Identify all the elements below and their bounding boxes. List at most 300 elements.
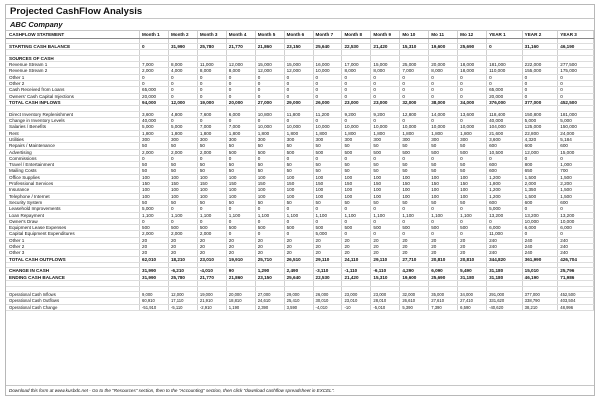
value-cell[interactable]: 50 [140,162,169,168]
value-cell[interactable]: 94,000 [140,99,169,105]
value-cell[interactable]: 100 [400,174,429,180]
header-cell[interactable]: Month 4 [226,31,255,38]
value-cell[interactable]: 1,190 [226,304,255,310]
value-cell[interactable]: 0 [342,118,371,124]
value-cell[interactable]: 90 [226,268,255,274]
value-cell[interactable]: 13,200 [558,212,594,218]
value-cell[interactable]: 20 [226,250,255,256]
value-cell[interactable]: 338,790 [522,298,558,304]
value-cell[interactable]: -5,110 [168,304,197,310]
value-cell[interactable]: 25,796 [558,268,594,274]
value-cell[interactable]: 0 [558,93,594,99]
value-cell[interactable]: 25,780 [168,274,197,280]
row-label-cell[interactable]: TOTAL CASH INFLOWS [6,99,140,105]
header-cell[interactable]: Month 9 [371,31,400,38]
value-cell[interactable]: 0 [371,81,400,87]
value-cell[interactable]: 377,000 [522,292,558,298]
value-cell[interactable]: 50 [342,143,371,149]
value-cell[interactable]: 50 [197,199,226,205]
value-cell[interactable]: 20 [255,237,284,243]
value-cell[interactable]: 0 [342,155,371,161]
value-cell[interactable]: 31,990 [140,268,169,274]
value-cell[interactable]: 600 [522,143,558,149]
value-cell[interactable]: 10,800 [255,111,284,117]
value-cell[interactable]: 500 [197,225,226,231]
value-cell[interactable]: -3,110 [313,268,342,274]
value-cell[interactable]: 50 [458,168,487,174]
value-cell[interactable]: 150 [255,181,284,187]
value-cell[interactable]: 20 [140,244,169,250]
value-cell[interactable]: 100 [197,193,226,199]
value-cell[interactable]: 1,100 [400,212,429,218]
value-cell[interactable]: 0 [197,155,226,161]
value-cell[interactable]: 0 [400,118,429,124]
value-cell[interactable]: 20 [400,250,429,256]
value-cell[interactable]: 0 [429,231,458,237]
value-cell[interactable]: 9,200 [371,111,400,117]
value-cell[interactable]: 0 [255,81,284,87]
value-cell[interactable]: 20,000 [487,93,523,99]
value-cell[interactable]: 29,000 [284,99,313,105]
value-cell[interactable]: 15,000 [255,62,284,68]
value-cell[interactable]: 25,640 [313,44,342,50]
value-cell[interactable]: 100 [255,187,284,193]
value-cell[interactable]: 0 [342,206,371,212]
value-cell[interactable]: 20 [197,250,226,256]
value-cell[interactable]: 1,800 [487,181,523,187]
value-cell[interactable]: 100 [342,193,371,199]
value-cell[interactable]: 0 [226,218,255,224]
value-cell[interactable]: 800 [522,162,558,168]
value-cell[interactable]: 20,810 [458,256,487,262]
value-cell[interactable]: 500 [313,225,342,231]
value-cell[interactable]: 222,000 [522,62,558,68]
value-cell[interactable]: 23,000 [342,292,371,298]
value-cell[interactable]: 500 [458,149,487,155]
value-cell[interactable]: 20 [429,237,458,243]
value-cell[interactable]: 31,180 [458,274,487,280]
value-cell[interactable]: 300 [226,137,255,143]
row-label-cell[interactable]: Mailing Costs [6,168,140,174]
value-cell[interactable]: 0 [284,93,313,99]
value-cell[interactable]: 0 [313,87,342,93]
value-cell[interactable]: 600 [558,143,594,149]
value-cell[interactable]: 35,000 [429,292,458,298]
row-label-cell[interactable]: Professional Services [6,181,140,187]
value-cell[interactable]: 38,000 [429,99,458,105]
value-cell[interactable]: 46,190 [522,274,558,280]
value-cell[interactable]: 0 [140,74,169,80]
value-cell[interactable]: 300 [400,137,429,143]
value-cell[interactable]: 0 [371,93,400,99]
value-cell[interactable]: 1,800 [168,130,197,136]
value-cell[interactable]: 10,000 [342,124,371,130]
value-cell[interactable]: 0 [168,118,197,124]
value-cell[interactable]: 1,800 [313,130,342,136]
value-cell[interactable]: 240 [487,250,523,256]
value-cell[interactable]: 300 [284,137,313,143]
value-cell[interactable]: 0 [458,231,487,237]
value-cell[interactable]: 100 [400,187,429,193]
value-cell[interactable]: 20 [429,250,458,256]
value-cell[interactable]: 10,000 [400,124,429,130]
value-cell[interactable]: 10,000 [255,124,284,130]
value-cell[interactable]: 20 [313,237,342,243]
value-cell[interactable]: 50 [400,162,429,168]
value-cell[interactable]: 0 [226,155,255,161]
value-cell[interactable]: 0 [522,155,558,161]
value-cell[interactable]: 0 [226,231,255,237]
row-label-cell[interactable]: Loan Repayment [6,212,140,218]
value-cell[interactable]: 0 [140,81,169,87]
value-cell[interactable]: 19,000 [197,99,226,105]
value-cell[interactable]: 2,490 [284,268,313,274]
value-cell[interactable]: 125,000 [522,124,558,130]
value-cell[interactable]: 1,800 [458,130,487,136]
value-cell[interactable]: 20 [342,237,371,243]
value-cell[interactable]: 50 [226,168,255,174]
value-cell[interactable]: 100 [140,187,169,193]
value-cell[interactable]: 100 [255,174,284,180]
header-cell[interactable]: Month 6 [284,31,313,38]
value-cell[interactable]: 20 [168,244,197,250]
value-cell[interactable]: 17,110 [168,298,197,304]
row-label-cell[interactable]: Cash Received from Loans [6,87,140,93]
value-cell[interactable]: 0 [558,87,594,93]
value-cell[interactable]: 0 [371,231,400,237]
row-label-cell[interactable]: Security System [6,199,140,205]
value-cell[interactable]: 20,000 [429,62,458,68]
value-cell[interactable]: 7,600 [197,111,226,117]
header-cell[interactable]: CASHFLOW STATEMENT [6,31,140,38]
value-cell[interactable]: 100 [313,187,342,193]
value-cell[interactable]: 50 [284,199,313,205]
value-cell[interactable]: 0 [558,206,594,212]
value-cell[interactable]: 0 [226,206,255,212]
value-cell[interactable]: 0 [284,74,313,80]
value-cell[interactable]: 300 [458,137,487,143]
row-label-cell[interactable]: Owner's Draw [6,218,140,224]
value-cell[interactable]: 11,000 [197,62,226,68]
value-cell[interactable]: 50 [371,143,400,149]
value-cell[interactable]: 100 [140,174,169,180]
value-cell[interactable]: 31,160 [522,44,558,50]
value-cell[interactable]: 12,800 [400,111,429,117]
value-cell[interactable]: 3,600 [487,137,523,143]
value-cell[interactable]: 300 [255,137,284,143]
value-cell[interactable]: 25,690 [458,44,487,50]
value-cell[interactable]: 13,200 [487,212,523,218]
value-cell[interactable]: 0 [140,218,169,224]
value-cell[interactable]: 0 [458,87,487,93]
value-cell[interactable]: 4,000 [168,68,197,74]
value-cell[interactable]: 50 [400,168,429,174]
value-cell[interactable]: 23,000 [371,99,400,105]
value-cell[interactable]: 8,000 [168,62,197,68]
value-cell[interactable]: 20 [168,237,197,243]
value-cell[interactable]: 0 [313,81,342,87]
value-cell[interactable]: 0 [342,87,371,93]
value-cell[interactable]: 7,000 [140,62,169,68]
value-cell[interactable]: 0 [342,218,371,224]
value-cell[interactable]: 0 [522,93,558,99]
value-cell[interactable]: 0 [284,218,313,224]
value-cell[interactable]: 100 [168,193,197,199]
value-cell[interactable]: 10,000 [558,218,594,224]
value-cell[interactable]: 1,100 [313,212,342,218]
value-cell[interactable]: 20 [197,237,226,243]
value-cell[interactable]: 6,000 [558,225,594,231]
value-cell[interactable]: 1,290 [255,268,284,274]
value-cell[interactable]: 10,000 [371,124,400,130]
value-cell[interactable]: 5,000 [140,124,169,130]
value-cell[interactable]: 600 [487,143,523,149]
value-cell[interactable]: 50 [140,168,169,174]
value-cell[interactable]: 13,200 [522,212,558,218]
value-cell[interactable]: 7,000 [226,124,255,130]
value-cell[interactable]: 24,110 [342,256,371,262]
value-cell[interactable]: 0 [458,155,487,161]
value-cell[interactable]: 100 [284,174,313,180]
value-cell[interactable]: 26,510 [284,256,313,262]
row-label-cell[interactable]: Capital Equipment Expenditures [6,231,140,237]
value-cell[interactable]: 150 [226,181,255,187]
value-cell[interactable]: 1,800 [226,130,255,136]
value-cell[interactable]: 0 [168,206,197,212]
value-cell[interactable]: 15,000 [558,149,594,155]
value-cell[interactable]: 22,530 [342,44,371,50]
value-cell[interactable]: 26,000 [313,292,342,298]
value-cell[interactable]: 20 [313,250,342,256]
value-cell[interactable]: 0 [400,93,429,99]
value-cell[interactable]: 12,000 [522,149,558,155]
value-cell[interactable]: 23,150 [255,274,284,280]
value-cell[interactable]: 0 [226,74,255,80]
value-cell[interactable]: 24,000 [558,130,594,136]
value-cell[interactable]: 8,000 [197,68,226,74]
value-cell[interactable]: 50 [255,199,284,205]
value-cell[interactable]: 150 [140,181,169,187]
value-cell[interactable]: 0 [255,87,284,93]
value-cell[interactable]: 100 [371,193,400,199]
value-cell[interactable]: 0 [458,74,487,80]
row-label-cell[interactable]: SOURCES OF CASH [6,55,140,61]
value-cell[interactable]: 20,810 [429,256,458,262]
value-cell[interactable]: 27,610 [429,298,458,304]
value-cell[interactable]: 0 [371,155,400,161]
header-cell[interactable]: YEAR 3 [558,31,594,38]
value-cell[interactable]: 9,000 [140,292,169,298]
value-cell[interactable]: 300 [197,137,226,143]
value-cell[interactable]: 19,600 [400,274,429,280]
value-cell[interactable]: 6,000 [226,111,255,117]
value-cell[interactable]: 50 [458,143,487,149]
value-cell[interactable]: 100 [400,193,429,199]
value-cell[interactable]: 150 [458,181,487,187]
header-cell[interactable]: Month 3 [197,31,226,38]
value-cell[interactable]: 20 [255,250,284,256]
value-cell[interactable]: 0 [558,81,594,87]
value-cell[interactable]: 0 [197,81,226,87]
value-cell[interactable]: 0 [168,81,197,87]
row-label-cell[interactable]: Other 1 [6,74,140,80]
value-cell[interactable]: 10,000 [429,124,458,130]
value-cell[interactable]: 27,710 [400,256,429,262]
value-cell[interactable]: 20 [371,237,400,243]
value-cell[interactable]: 1,100 [342,212,371,218]
value-cell[interactable]: 50 [168,143,197,149]
value-cell[interactable]: 500 [284,225,313,231]
value-cell[interactable]: 0 [255,155,284,161]
value-cell[interactable]: 50 [400,143,429,149]
value-cell[interactable]: 7,000 [197,124,226,130]
value-cell[interactable]: 32,000 [400,99,429,105]
value-cell[interactable]: 0 [400,74,429,80]
value-cell[interactable]: 50 [429,143,458,149]
value-cell[interactable]: 20 [371,244,400,250]
value-cell[interactable]: 14,000 [429,111,458,117]
value-cell[interactable]: 50 [255,168,284,174]
value-cell[interactable]: 100 [458,174,487,180]
value-cell[interactable]: 20 [458,244,487,250]
value-cell[interactable]: 21,910 [197,298,226,304]
value-cell[interactable]: -1,110 [342,268,371,274]
value-cell[interactable]: 38,210 [522,304,558,310]
value-cell[interactable]: 300 [429,137,458,143]
value-cell[interactable]: 100 [255,193,284,199]
value-cell[interactable]: 277,500 [558,62,594,68]
value-cell[interactable]: 377,000 [522,99,558,105]
value-cell[interactable]: 20,000 [226,292,255,298]
value-cell[interactable]: -6,210 [168,268,197,274]
value-cell[interactable]: 0 [371,87,400,93]
value-cell[interactable]: 150 [429,181,458,187]
row-label-cell[interactable]: Direct Inventory Replenishment [6,111,140,117]
row-label-cell[interactable]: Other 2 [6,244,140,250]
value-cell[interactable]: 21,860 [255,44,284,50]
value-cell[interactable]: 29,110 [371,256,400,262]
value-cell[interactable]: 650 [522,168,558,174]
value-cell[interactable]: 50 [313,143,342,149]
value-cell[interactable]: 240 [487,237,523,243]
value-cell[interactable]: 0 [429,81,458,87]
value-cell[interactable]: 8,000 [429,68,458,74]
value-cell[interactable]: 500 [255,149,284,155]
value-cell[interactable]: 500 [429,225,458,231]
value-cell[interactable]: 0 [487,74,523,80]
value-cell[interactable]: 19,000 [197,292,226,298]
value-cell[interactable]: 20 [429,244,458,250]
value-cell[interactable]: 10,000 [313,124,342,130]
value-cell[interactable]: 23,000 [342,99,371,105]
value-cell[interactable]: 5,000 [522,118,558,124]
value-cell[interactable]: 23,150 [284,44,313,50]
value-cell[interactable]: 331,620 [487,298,523,304]
value-cell[interactable]: 6,090 [429,268,458,274]
row-label-cell[interactable]: Owners' Cash Capital Injections [6,93,140,99]
value-cell[interactable]: 0 [226,81,255,87]
value-cell[interactable]: 20 [226,237,255,243]
value-cell[interactable]: 50 [226,162,255,168]
value-cell[interactable]: 600 [558,199,594,205]
value-cell[interactable]: 46,190 [558,44,594,50]
value-cell[interactable]: 0 [400,231,429,237]
value-cell[interactable]: 100 [168,174,197,180]
value-cell[interactable]: 21,860 [226,274,255,280]
value-cell[interactable]: 20 [284,250,313,256]
value-cell[interactable]: 0 [226,87,255,93]
header-cell[interactable]: Month 7 [313,31,342,38]
value-cell[interactable]: 0 [226,93,255,99]
row-label-cell[interactable]: Change in Inventory Levels [6,118,140,124]
value-cell[interactable]: 0 [371,206,400,212]
value-cell[interactable]: 500 [371,225,400,231]
value-cell[interactable]: 20,000 [226,99,255,105]
value-cell[interactable]: 1,100 [458,212,487,218]
value-cell[interactable]: 150,000 [558,124,594,130]
value-cell[interactable]: 100 [313,174,342,180]
value-cell[interactable]: 50 [313,162,342,168]
value-cell[interactable]: 100 [371,174,400,180]
value-cell[interactable]: 426,704 [558,256,594,262]
value-cell[interactable]: 100 [197,174,226,180]
value-cell[interactable]: 50 [197,143,226,149]
value-cell[interactable]: 500 [400,149,429,155]
value-cell[interactable]: 50 [140,143,169,149]
value-cell[interactable]: 0 [255,231,284,237]
value-cell[interactable]: 5,000 [140,206,169,212]
value-cell[interactable]: 500 [371,149,400,155]
value-cell[interactable]: 29,000 [284,292,313,298]
row-label-cell[interactable]: Telephone / Internet [6,193,140,199]
value-cell[interactable]: 28,010 [371,298,400,304]
value-cell[interactable]: 8,000 [371,68,400,74]
value-cell[interactable]: 0 [313,74,342,80]
value-cell[interactable]: 0 [522,206,558,212]
value-cell[interactable]: 2,000 [197,231,226,237]
row-label-cell[interactable]: Other 2 [6,81,140,87]
value-cell[interactable]: 1,350 [522,187,558,193]
value-cell[interactable]: 0 [487,155,523,161]
value-cell[interactable]: 31,990 [140,274,169,280]
value-cell[interactable]: 1,500 [558,193,594,199]
value-cell[interactable]: 50 [284,162,313,168]
value-cell[interactable]: 50 [429,162,458,168]
value-cell[interactable]: 0 [197,87,226,93]
value-cell[interactable]: 20 [226,244,255,250]
value-cell[interactable]: 150 [284,181,313,187]
value-cell[interactable]: 0 [458,206,487,212]
value-cell[interactable]: 12,000 [168,292,197,298]
value-cell[interactable]: 150 [400,181,429,187]
value-cell[interactable]: 0 [429,93,458,99]
value-cell[interactable]: 15,310 [371,274,400,280]
value-cell[interactable]: 100 [226,174,255,180]
value-cell[interactable]: 1,800 [140,130,169,136]
value-cell[interactable]: 0 [400,206,429,212]
value-cell[interactable]: 20 [140,237,169,243]
row-label-cell[interactable]: Insurance [6,187,140,193]
value-cell[interactable]: 240 [558,237,594,243]
value-cell[interactable]: 12,000 [284,68,313,74]
value-cell[interactable]: 0 [458,81,487,87]
value-cell[interactable]: 21,770 [226,44,255,50]
value-cell[interactable]: 0 [342,81,371,87]
value-cell[interactable]: 9,200 [342,111,371,117]
value-cell[interactable]: 12,000 [226,62,255,68]
value-cell[interactable]: 100 [284,187,313,193]
value-cell[interactable]: 29,110 [313,256,342,262]
